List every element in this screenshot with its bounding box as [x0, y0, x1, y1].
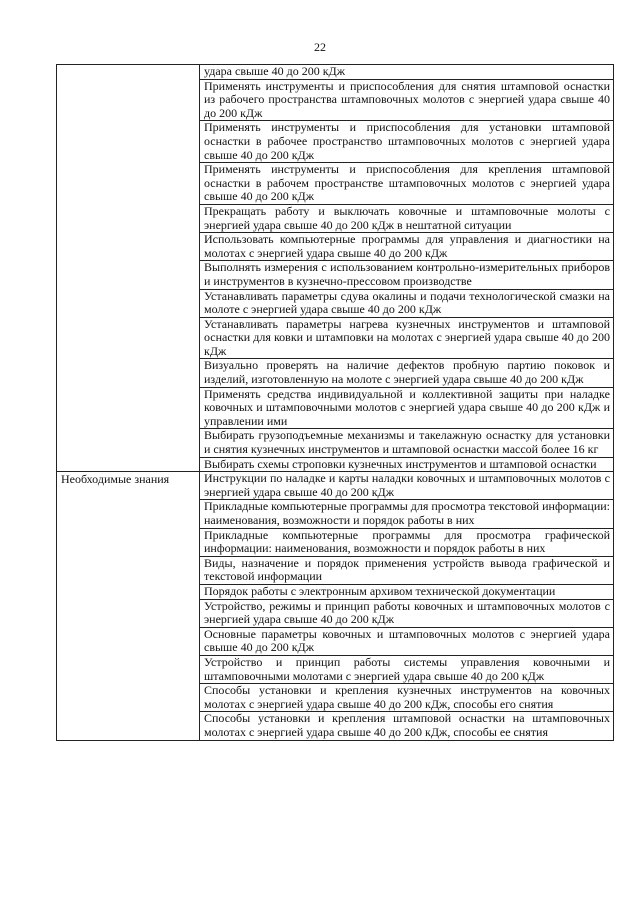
- skills-row: [57, 65, 614, 80]
- skills-section-label: [57, 65, 200, 472]
- skills-item: Применять инструменты и приспособления для установки штамповой оснастки в рабочее пространство штамповочных молотов с энергией удара свыше 40 до 200 кДж: [200, 121, 614, 163]
- skills-item: Устанавливать параметры сдува окалины и подачи технологической смазки на молоте с энергией удара свыше 40 до 200 кДж: [200, 289, 614, 317]
- skills-item: Визуально проверять на наличие дефектов пробную партию поковок и изделий, изготовленную на молоте с энергией удара свыше 40 до 200 кДж: [200, 359, 614, 387]
- skills-item: Выбирать грузоподъемные механизмы и такелажную оснастку для установки и снятия кузнечных инструментов и штамповой оснастки массой более 16 кг: [200, 429, 614, 457]
- knowledge-section-label: Необходимые знания: [57, 472, 200, 740]
- skills-item: Прекращать работу и выключать ковочные и штамповочные молоты с энергией удара свыше 40 до 200 кДж в нештатной ситуации: [200, 204, 614, 232]
- knowledge-item: Способы установки и крепления штамповой оснастки на штамповочных молотах с энергией удара свыше 40 до 200 кДж, способы ее снятия: [200, 712, 614, 740]
- knowledge-row: [57, 472, 614, 500]
- skills-item: Применять инструменты и приспособления для снятия штамповой оснастки из рабочего пространства штамповочных молотов с энергией удара свыше 40 до 200 кДж: [200, 79, 614, 121]
- skills-item: Выбирать схемы строповки кузнечных инструментов и штамповой оснастки: [200, 457, 614, 472]
- page-number: 22: [314, 40, 326, 54]
- knowledge-item: Устройство, режимы и принцип работы ковочных и штамповочных молотов с энергией удара свыше 40 до 200 кДж: [200, 599, 614, 627]
- knowledge-item: Прикладные компьютерные программы для просмотра графической информации: наименования, возможности и порядок работы в них: [200, 528, 614, 556]
- knowledge-item: Основные параметры ковочных и штамповочных молотов с энергией удара свыше 40 до 200 кДж: [200, 627, 614, 655]
- requirements-table-wrapper: [56, 64, 613, 741]
- skills-item: Выполнять измерения с использованием контрольно-измерительных приборов и инструментов в кузнечно-прессовом производстве: [200, 261, 614, 289]
- knowledge-item: Порядок работы с электронным архивом технической документации: [200, 584, 614, 599]
- skills-item: Использовать компьютерные программы для управления и диагностики на молотах с энергией удара свыше 40 до 200 кДж: [200, 233, 614, 261]
- skills-item: Применять средства индивидуальной и коллективной защиты при наладке ковочных и штамповочными молотов с энергией удара свыше 40 до 200 кДж и управлении ими: [200, 387, 614, 429]
- knowledge-item: Способы установки и крепления кузнечных инструментов на ковочных молотах с энергией удара свыше 40 до 200 кДж, способы его снятия: [200, 684, 614, 712]
- skills-item: удара свыше 40 до 200 кДж: [200, 65, 614, 80]
- requirements-table: [56, 64, 614, 741]
- knowledge-item: Устройство и принцип работы системы управления ковочными и штамповочными молотами с энергией удара свыше 40 до 200 кДж: [200, 655, 614, 683]
- skills-item: Устанавливать параметры нагрева кузнечных инструментов и штамповой оснастки для ковки и штамповки на молотах с энергией удара свыше 40 до 200 кДж: [200, 317, 614, 359]
- knowledge-item: Виды, назначение и порядок применения устройств вывода графической и текстовой информации: [200, 556, 614, 584]
- knowledge-item: Прикладные компьютерные программы для просмотра текстовой информации: наименования, возможности и порядок работы в них: [200, 500, 614, 528]
- skills-item: Применять инструменты и приспособления для крепления штамповой оснастки в рабочем пространстве штамповочных молотов с энергией удара свыше 40 до 200 кДж: [200, 163, 614, 205]
- knowledge-item: Инструкции по наладке и карты наладки ковочных и штамповочных молотов с энергией удара свыше 40 до 200 кДж: [200, 472, 614, 500]
